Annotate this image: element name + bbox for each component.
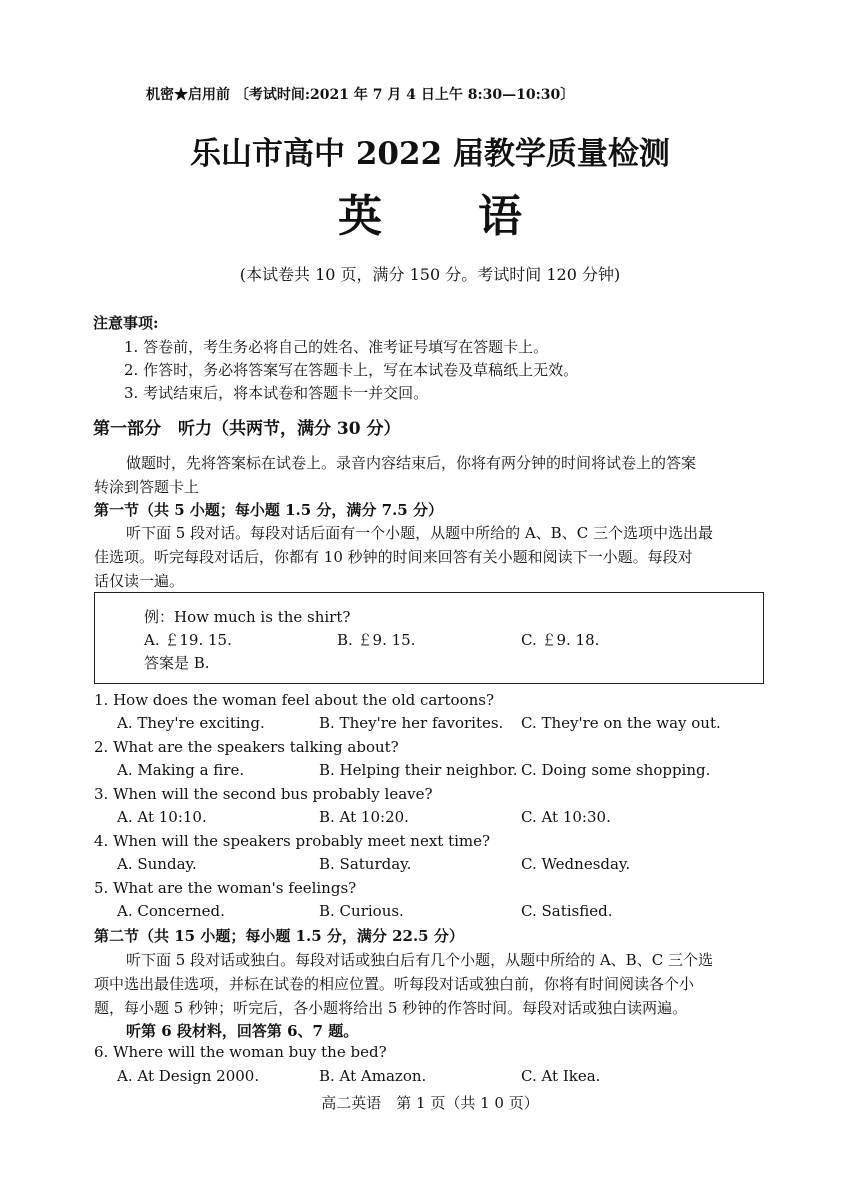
section1-intro: 佳选项。听完每段对话后，你都有 10 秒钟的时间来回答有关小题和阅读下一小题。每段对 bbox=[94, 548, 693, 566]
question-3-option-b: B. At 10:20. bbox=[319, 808, 409, 826]
material-instruction: 听第 6 段材料，回答第 6、7 题。 bbox=[126, 1022, 359, 1040]
section2-intro: 项中选出最佳选项，并标在试卷的相应位置。听每段对话或独白前，你将有时间阅读各个小 bbox=[94, 975, 695, 993]
question-2-option-a: A. Making a fire. bbox=[117, 761, 245, 779]
notice-item: 3. 考试结束后，将本试卷和答题卡一并交回。 bbox=[124, 384, 429, 402]
question-4-option-a: A. Sunday. bbox=[117, 855, 197, 873]
example-answer: 答案是 B. bbox=[144, 654, 210, 672]
example-option-a: A. ￡19. 15. bbox=[144, 631, 232, 649]
question-5-option-b: B. Curious. bbox=[319, 902, 404, 920]
question-4-option-c: C. Wednesday. bbox=[521, 855, 631, 873]
part1-heading: 第一部分 听力（共两节，满分 30 分） bbox=[93, 419, 401, 439]
example-question: 例：How much is the shirt? bbox=[144, 608, 351, 626]
question-5-option-c: C. Satisfied. bbox=[521, 902, 613, 920]
part1-intro: 转涂到答题卡上 bbox=[94, 478, 200, 496]
section1-intro: 话仅读一遍。 bbox=[94, 572, 185, 590]
question-3-option-c: C. At 10:30. bbox=[521, 808, 611, 826]
exam-title: 乐山市高中 2022 届教学质量检测 bbox=[190, 136, 670, 172]
question-4-option-b: B. Saturday. bbox=[319, 855, 412, 873]
question-2-option-b: B. Helping their neighbor. bbox=[319, 761, 518, 779]
question-4: 4. When will the speakers probably meet next time? bbox=[94, 832, 491, 850]
notice-heading: 注意事项: bbox=[93, 314, 159, 332]
notice-item: 1. 答卷前，考生务必将自己的姓名、准考证号填写在答题卡上。 bbox=[124, 338, 549, 356]
question-6-option-c: C. At Ikea. bbox=[521, 1067, 601, 1085]
section1-intro: 听下面 5 段对话。每段对话后面有一个小题，从题中所给的 A、B、C 三个选项中选出最 bbox=[126, 524, 713, 542]
page-footer: 高二英语 第 1 页（共 1 0 页） bbox=[321, 1094, 539, 1112]
question-3-option-a: A. At 10:10. bbox=[117, 808, 207, 826]
question-6: 6. Where will the woman buy the bed? bbox=[94, 1043, 387, 1061]
question-5: 5. What are the woman's feelings? bbox=[94, 879, 357, 897]
example-option-b: B. ￡9. 15. bbox=[337, 631, 416, 649]
question-6-option-b: B. At Amazon. bbox=[319, 1067, 427, 1085]
question-5-option-a: A. Concerned. bbox=[117, 902, 225, 920]
section2-heading: 第二节（共 15 小题；每小题 1.5 分，满分 22.5 分） bbox=[94, 927, 464, 945]
question-1: 1. How does the woman feel about the old cartoons? bbox=[94, 691, 495, 709]
question-3: 3. When will the second bus probably leave? bbox=[94, 785, 433, 803]
question-1-option-c: C. They're on the way out. bbox=[521, 714, 721, 732]
section1-heading: 第一节（共 5 小题；每小题 1.5 分，满分 7.5 分） bbox=[94, 501, 443, 519]
example-option-c: C. ￡9. 18. bbox=[521, 631, 600, 649]
section2-intro: 题，每小题 5 秒钟；听完后，各小题将给出 5 秒钟的作答时间。每段对话或独白读两遍。 bbox=[94, 999, 688, 1017]
question-1-option-a: A. They're exciting. bbox=[117, 714, 265, 732]
paper-info: (本试卷共 10 页，满分 150 分。考试时间 120 分钟) bbox=[239, 265, 621, 284]
question-2: 2. What are the speakers talking about? bbox=[94, 738, 399, 756]
subject-title: 英语 bbox=[338, 191, 618, 242]
section2-intro: 听下面 5 段对话或独白。每段对话或独白后有几个小题，从题中所给的 A、B、C 三个选 bbox=[126, 951, 713, 969]
confidential-note: 机密★启用前 〔考试时间:2021 年 7 月 4 日上午 8:30—10:30〕 bbox=[146, 87, 575, 103]
question-2-option-c: C. Doing some shopping. bbox=[521, 761, 711, 779]
question-1-option-b: B. They're her favorites. bbox=[319, 714, 504, 732]
part1-intro: 做题时，先将答案标在试卷上。录音内容结束后，你将有两分钟的时间将试卷上的答案 bbox=[126, 454, 697, 472]
question-6-option-a: A. At Design 2000. bbox=[117, 1067, 260, 1085]
notice-item: 2. 作答时，务必将答案写在答题卡上，写在本试卷及草稿纸上无效。 bbox=[124, 361, 579, 379]
